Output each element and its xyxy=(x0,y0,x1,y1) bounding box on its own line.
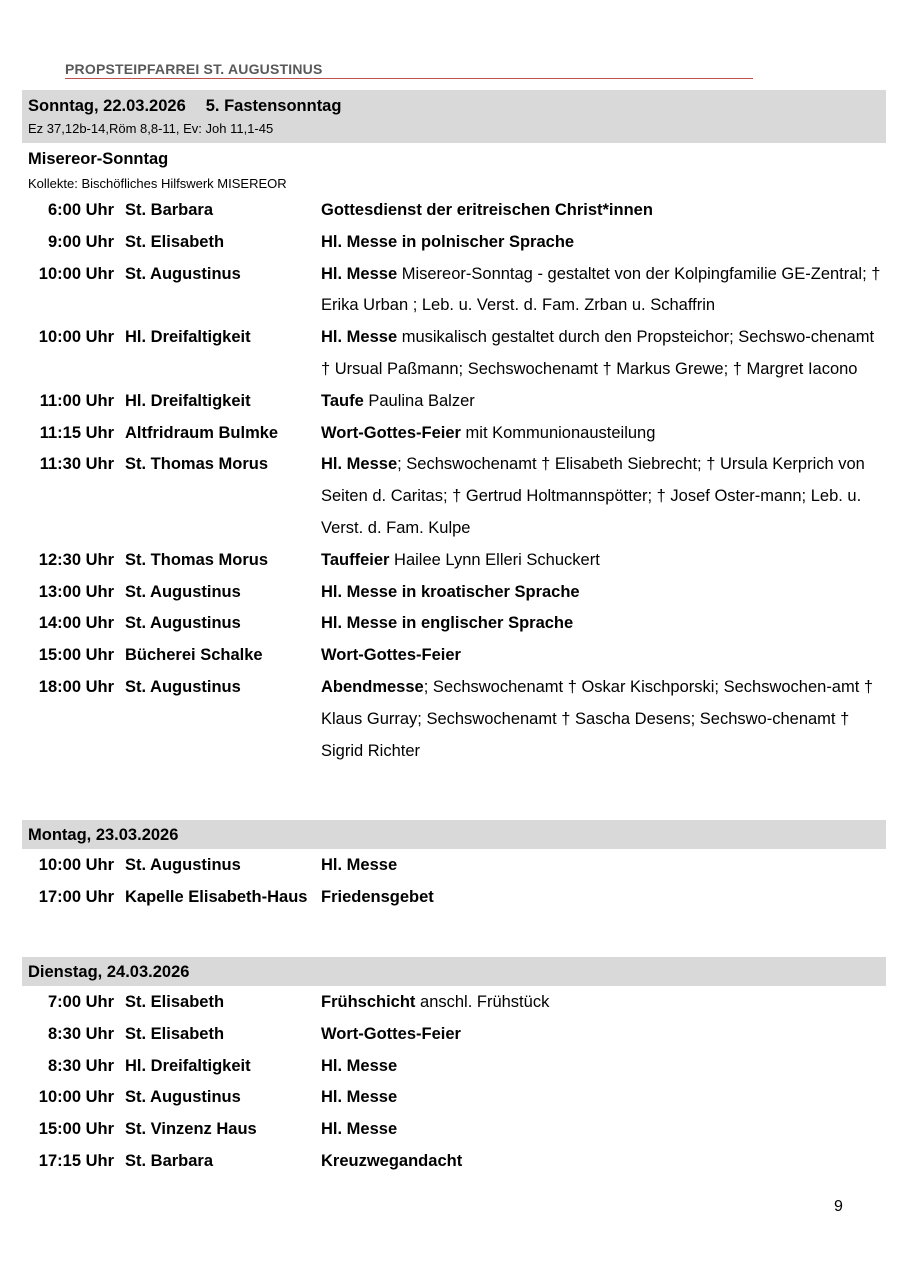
event-description xyxy=(321,608,886,640)
event-row xyxy=(22,259,886,323)
event-time: 17:15 Uhr xyxy=(38,1151,114,1170)
event-row xyxy=(22,1146,886,1178)
event-place: St. Elisabeth xyxy=(125,1024,225,1043)
event-details: mit Kommunionausteilung xyxy=(460,423,656,442)
event-place: Hl. Dreifaltigkeit xyxy=(125,1056,251,1075)
event-description xyxy=(321,987,886,1019)
day-section-monday xyxy=(22,820,886,914)
event-description xyxy=(321,577,886,609)
event-time: 10:00 Uhr xyxy=(38,856,114,874)
events-list xyxy=(22,195,886,767)
event-description xyxy=(321,850,886,882)
event-time: 15:00 Uhr xyxy=(38,1120,114,1139)
page-number: 9 xyxy=(834,1198,843,1215)
event-time: 10:00 Uhr xyxy=(38,328,114,347)
event-title: Hl. Messe in englischer Sprache xyxy=(321,614,574,633)
event-description xyxy=(321,418,886,450)
day-header-bar xyxy=(22,820,886,849)
event-title: Hl. Messe xyxy=(321,264,398,283)
event-description xyxy=(321,640,886,672)
parish-header: PROPSTEIPFARREI ST. AUGUSTINUS xyxy=(65,61,753,79)
event-place: St. Barbara xyxy=(125,1151,214,1170)
note-title: Misereor-Sonntag xyxy=(28,150,169,168)
event-title: Kreuzwegandacht xyxy=(321,1151,463,1170)
event-time: 14:00 Uhr xyxy=(38,614,114,633)
event-title: Hl. Messe xyxy=(321,1120,398,1139)
event-description xyxy=(321,1082,886,1114)
event-description xyxy=(321,227,886,259)
event-title: Wort-Gottes-Feier xyxy=(321,1024,461,1043)
event-title: Wort-Gottes-Feier xyxy=(321,423,461,442)
event-title: Hl. Messe xyxy=(321,856,398,874)
event-row xyxy=(22,322,886,386)
day-readings: Ez 37,12b-14,Röm 8,8-11, Ev: Joh 11,1-45 xyxy=(28,121,274,136)
event-place: St. Augustinus xyxy=(125,614,241,633)
event-title: Tauffeier xyxy=(321,550,390,569)
event-description xyxy=(321,1051,886,1083)
event-description xyxy=(321,1019,886,1051)
event-description xyxy=(321,1114,886,1146)
event-place: St. Elisabeth xyxy=(125,993,225,1011)
event-details: ; Sechswochenamt † Oskar Kischporski; Sechswochen-amt † Klaus Gurray; Sechswochenamt † Sascha Desens; Sechswo-chenamt † Sigrid Richter xyxy=(321,677,874,760)
events-list xyxy=(22,987,886,1178)
event-title: Frühschicht xyxy=(321,993,416,1011)
day-date: Sonntag, 22.03.2026 xyxy=(28,97,186,115)
event-time: 8:30 Uhr xyxy=(47,1024,114,1043)
event-details: Hailee Lynn Elleri Schuckert xyxy=(389,550,600,569)
event-title: Hl. Messe xyxy=(321,455,398,474)
event-row xyxy=(22,882,886,914)
event-title: Hl. Messe in polnischer Sprache xyxy=(321,232,575,251)
event-place: St. Elisabeth xyxy=(125,232,225,251)
event-description xyxy=(321,322,886,386)
event-time: 18:00 Uhr xyxy=(38,677,114,696)
event-time: 9:00 Uhr xyxy=(47,232,114,251)
event-row xyxy=(22,418,886,450)
event-time: 11:30 Uhr xyxy=(39,455,114,474)
event-time: 12:30 Uhr xyxy=(38,550,114,569)
day-header-bar xyxy=(22,90,886,143)
event-row xyxy=(22,987,886,1019)
day-title xyxy=(28,94,880,118)
event-time: 7:00 Uhr xyxy=(47,993,114,1011)
event-place: Hl. Dreifaltigkeit xyxy=(125,391,251,410)
event-place: Kapelle Elisabeth-Haus xyxy=(125,887,308,906)
event-description xyxy=(321,195,886,227)
event-place: St. Barbara xyxy=(125,201,214,219)
event-description xyxy=(321,386,886,418)
event-title: Friedensgebet xyxy=(321,887,434,906)
day-note xyxy=(22,143,886,193)
event-time: 6:00 Uhr xyxy=(47,201,114,219)
event-row xyxy=(22,1114,886,1146)
event-description xyxy=(321,545,886,577)
event-time: 15:00 Uhr xyxy=(38,646,114,665)
event-description xyxy=(321,449,886,544)
event-row xyxy=(22,1082,886,1114)
event-row xyxy=(22,545,886,577)
event-row xyxy=(22,386,886,418)
event-place: St. Augustinus xyxy=(125,264,241,283)
event-time: 17:00 Uhr xyxy=(38,887,114,906)
event-time: 10:00 Uhr xyxy=(38,264,114,283)
events-list xyxy=(22,850,886,914)
event-title: Hl. Messe xyxy=(321,1056,398,1075)
day-date: Montag, 23.03.2026 xyxy=(28,826,179,844)
event-title: Wort-Gottes-Feier xyxy=(321,646,461,665)
event-title: Hl. Messe in kroatischer Sprache xyxy=(321,582,580,601)
event-row xyxy=(22,227,886,259)
event-place: St. Augustinus xyxy=(125,677,241,696)
event-title: Taufe xyxy=(321,391,364,410)
event-time: 13:00 Uhr xyxy=(38,582,114,601)
event-place: St. Thomas Morus xyxy=(125,455,269,474)
event-time: 11:00 Uhr xyxy=(39,391,114,410)
event-place: Hl. Dreifaltigkeit xyxy=(125,328,251,347)
day-section-tuesday xyxy=(22,957,886,1178)
event-place: St. Augustinus xyxy=(125,582,241,601)
event-row xyxy=(22,850,886,882)
event-row xyxy=(22,1051,886,1083)
event-title: Abendmesse xyxy=(321,677,424,696)
event-place: St. Thomas Morus xyxy=(125,550,269,569)
day-section-sunday xyxy=(22,90,886,767)
event-row xyxy=(22,195,886,227)
event-place: Altfridraum Bulmke xyxy=(125,423,279,442)
event-row xyxy=(22,1019,886,1051)
event-row xyxy=(22,608,886,640)
event-place: St. Vinzenz Haus xyxy=(125,1120,257,1139)
event-description xyxy=(321,882,886,914)
event-details: anschl. Frühstück xyxy=(415,993,550,1011)
event-description xyxy=(321,1146,886,1178)
event-title: Hl. Messe xyxy=(321,1088,398,1107)
day-header-bar xyxy=(22,957,886,986)
event-details: musikalisch gestaltet durch den Propsteichor; Sechswo-chenamt † Ursual Paßmann; Sechswochenamt † Markus Grewe; † Margret Iacono xyxy=(321,328,875,378)
event-description xyxy=(321,259,886,323)
day-feast: 5. Fastensonntag xyxy=(205,97,342,115)
event-row xyxy=(22,640,886,672)
event-place: St. Augustinus xyxy=(125,856,241,874)
event-time: 8:30 Uhr xyxy=(47,1056,114,1075)
event-description xyxy=(321,672,886,767)
event-place: Bücherei Schalke xyxy=(125,646,263,665)
event-details: Paulina Balzer xyxy=(363,391,475,410)
event-title: Gottesdienst der eritreischen Christ*innen xyxy=(321,201,653,219)
event-details: ; Sechswochenamt † Elisabeth Siebrecht; † Ursula Kerprich von Seiten d. Caritas; † Gertrud Holtmannspötter; † Josef Oster-mann; Leb. u. Verst. d. Fam. Kulpe xyxy=(321,455,865,537)
event-row xyxy=(22,449,886,544)
event-title: Hl. Messe xyxy=(321,328,398,347)
event-time: 11:15 Uhr xyxy=(39,423,114,442)
event-details: Misereor-Sonntag - gestaltet von der Kolpingfamilie GE-Zentral; † Erika Urban ; Leb. u. Verst. d. Fam. Zrban u. Schaffrin xyxy=(321,264,881,315)
event-row xyxy=(22,577,886,609)
event-place: St. Augustinus xyxy=(125,1088,241,1107)
event-row xyxy=(22,672,886,767)
event-time: 10:00 Uhr xyxy=(38,1088,114,1107)
collection-note: Kollekte: Bischöfliches Hilfswerk MISEREOR xyxy=(28,176,287,191)
day-date: Dienstag, 24.03.2026 xyxy=(28,963,190,981)
